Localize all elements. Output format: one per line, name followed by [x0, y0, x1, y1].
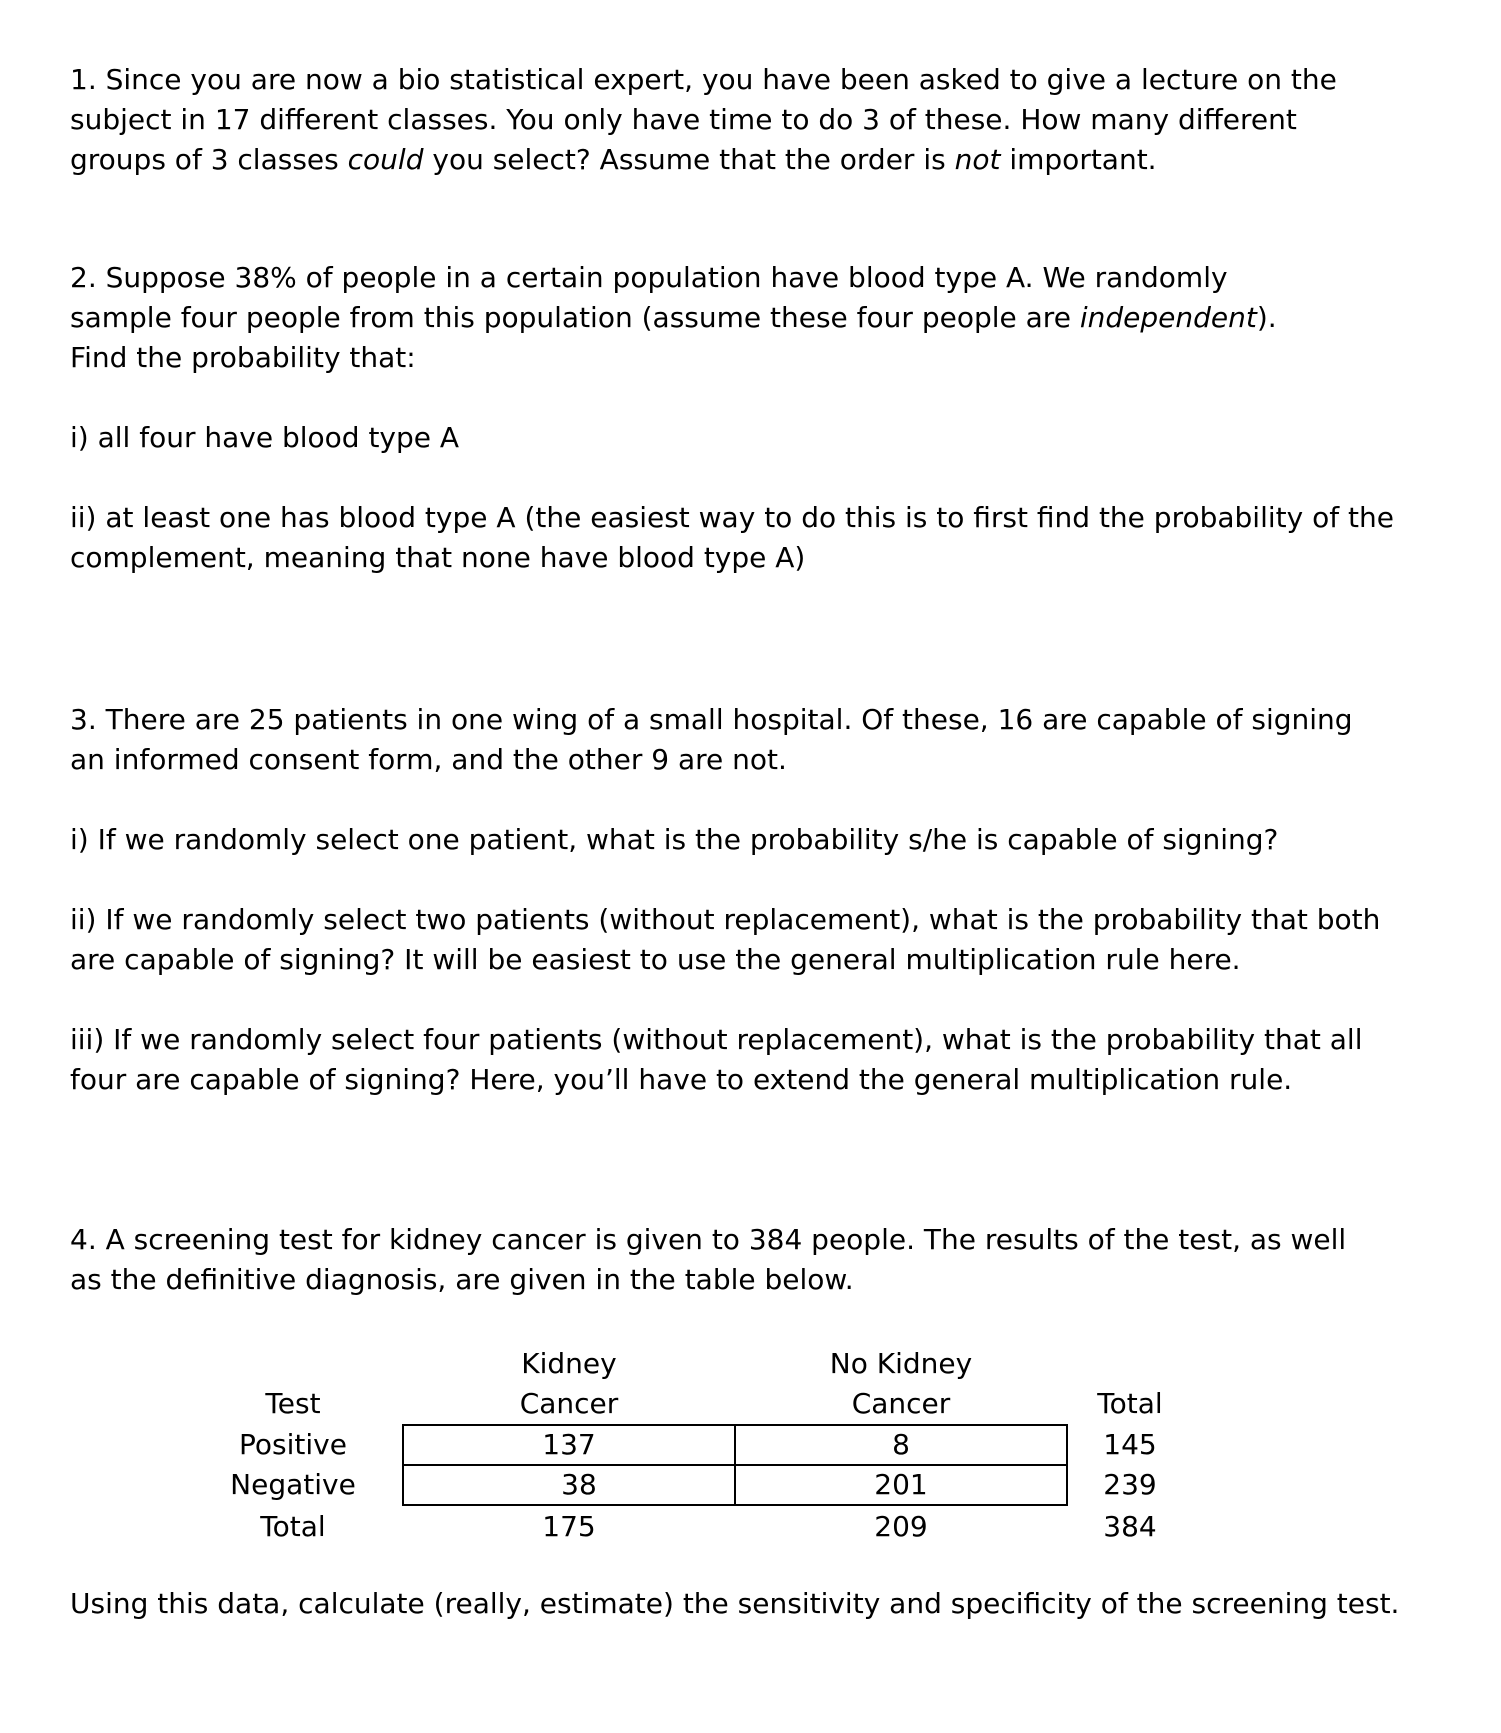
cell-negative-total: 239 [1103, 1468, 1157, 1501]
q1-line-3-b: you select? Assume that the order is [423, 143, 955, 176]
q4-closing-text: Using this data, calculate (really, estimate) the sensitivity and specificity of the screening test. [70, 1587, 1400, 1620]
q2-part-i-text: i) all four have blood type A [70, 421, 460, 454]
q1-line-3-a: groups of 3 classes [70, 143, 348, 176]
q3-part-i-text: i) If we randomly select one patient, what is the probability s/he is capable of signing? [70, 823, 1279, 856]
q3-part-iii-line-1: iii) If we randomly select four patients (without replacement), what is the probability that all [70, 1023, 1363, 1056]
q1-line-1: 1. Since you are now a bio statistical expert, you have been asked to give a lecture on the [70, 63, 1337, 96]
q2-part-i [70, 418, 1470, 458]
q1-line-3-c: important. [1000, 143, 1157, 176]
q1-emphasis-not: not [954, 143, 1001, 176]
q2-line-2-a: sample four people from this population (assume these four people are [70, 301, 1080, 334]
q2-part-ii [70, 498, 1470, 578]
q2-line-1: 2. Suppose 38% of people in a certain population have blood type A. We randomly [70, 261, 1228, 294]
q3-line-2: an informed consent form, and the other 9 are not. [70, 743, 787, 776]
q4-line-2: as the definitive diagnosis, are given in the table below. [70, 1263, 854, 1296]
q2-emphasis-independent: independent [1079, 301, 1257, 334]
q4-line-1: 4. A screening test for kidney cancer is given to 384 people. The results of the test, as well [70, 1223, 1347, 1256]
cell-negative-no-cancer: 201 [874, 1468, 928, 1501]
q1-emphasis-could: could [347, 143, 424, 176]
q3-part-ii [70, 900, 1470, 980]
question-1 [70, 60, 1470, 180]
q2-line-2 [70, 298, 1470, 338]
col-header-total: Total [1097, 1387, 1163, 1420]
q2-find-prompt [70, 338, 1470, 378]
q1-line-2: subject in 17 different classes. You only have time to do 3 of these. How many different [70, 103, 1297, 136]
q3-part-iii [70, 1020, 1470, 1100]
q2-part-ii-line-1: ii) at least one has blood type A (the easiest way to do this is to first find the probability of the [70, 501, 1394, 534]
col-header-kidney-cancer-line-2: Cancer [519, 1387, 619, 1420]
q3-part-ii-line-1: ii) If we randomly select two patients (without replacement), what is the probability that both [70, 903, 1381, 936]
q4-closing [70, 1584, 1470, 1624]
cell-positive-total: 145 [1103, 1428, 1157, 1461]
col-header-no-kidney-cancer-line-2: Cancer [851, 1387, 951, 1420]
cell-positive-no-cancer: 8 [892, 1428, 910, 1461]
col-header-no-kidney-cancer-line-1: No Kidney [829, 1347, 973, 1380]
q3-line-1: 3. There are 25 patients in one wing of a small hospital. Of these, 16 are capable of signing [70, 703, 1353, 736]
cell-total-no-cancer: 209 [874, 1510, 928, 1543]
row-label-total: Total [260, 1510, 326, 1543]
q2-line-3: Find the probability that: [70, 341, 416, 374]
row-header-test: Test [265, 1387, 321, 1420]
question-3 [70, 700, 1470, 780]
row-label-negative: Negative [230, 1468, 356, 1501]
cell-positive-cancer: 137 [542, 1428, 596, 1461]
q2-line-2-b: ). [1256, 301, 1277, 334]
question-2 [70, 258, 1470, 338]
col-header-kidney-cancer-line-1: Kidney [521, 1347, 617, 1380]
q2-part-ii-line-2: complement, meaning that none have blood type A) [70, 541, 806, 574]
row-label-positive: Positive [239, 1428, 347, 1461]
cell-total-cancer: 175 [542, 1510, 596, 1543]
question-4 [70, 1220, 1470, 1300]
q3-part-ii-line-2: are capable of signing? It will be easiest to use the general multiplication rule here. [70, 943, 1241, 976]
cell-grand-total: 384 [1103, 1510, 1157, 1543]
q3-part-iii-line-2: four are capable of signing? Here, you’ll have to extend the general multiplication rule. [70, 1063, 1293, 1096]
q1-line-3 [70, 140, 1470, 180]
q3-part-i [70, 820, 1470, 860]
cell-negative-cancer: 38 [561, 1468, 597, 1501]
